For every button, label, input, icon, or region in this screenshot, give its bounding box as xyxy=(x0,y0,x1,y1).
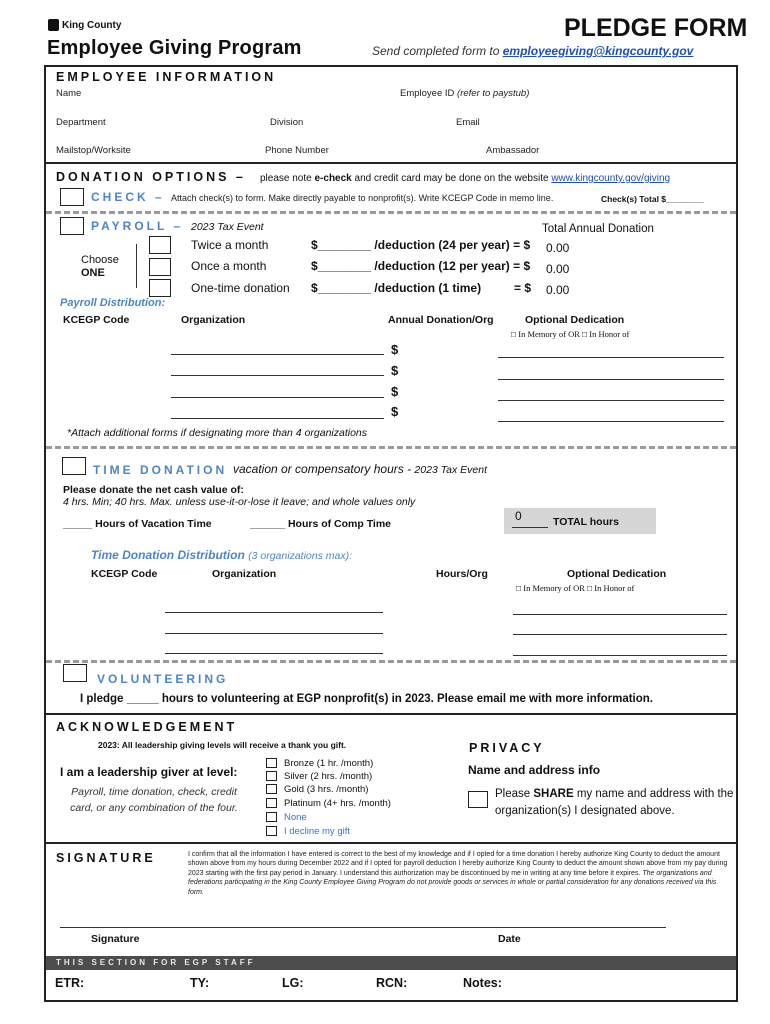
one-time-equals: = $ xyxy=(514,281,532,295)
level-label: Silver (2 hrs. /month) xyxy=(284,771,373,782)
level-decline-checkbox[interactable] xyxy=(266,826,277,836)
level-bronze-checkbox[interactable] xyxy=(266,758,277,768)
time-donation-event: 2023 Tax Event xyxy=(414,464,488,476)
employee-id-field[interactable] xyxy=(400,88,529,99)
level-silver-checkbox[interactable] xyxy=(266,771,277,781)
note-post: and credit card may be done on the website xyxy=(351,173,552,184)
total-annual-label: Total Annual Donation xyxy=(542,223,654,235)
privacy-text-post: my name and address with the organization(s) I designated above. xyxy=(495,788,734,817)
time-dedication-line-2[interactable] xyxy=(513,634,727,635)
time-donation-label: TIME DONATION xyxy=(93,463,228,477)
once-month-label: Once a month xyxy=(191,259,267,273)
program-title: Employee Giving Program xyxy=(47,37,302,59)
employee-info-heading: EMPLOYEE INFORMATION xyxy=(56,70,277,84)
dashed-divider xyxy=(46,660,736,663)
giving-website-link[interactable]: www.kingcounty.gov/giving xyxy=(551,173,671,184)
payroll-option-checkbox[interactable] xyxy=(60,217,84,235)
privacy-text xyxy=(495,786,735,819)
staff-ty: TY: xyxy=(190,976,210,990)
volunteering-pledge[interactable]: I pledge _____ hours to volunteering at EGP nonprofit(s) in 2023. Please email me with more information. xyxy=(80,693,654,705)
check-option-checkbox[interactable] xyxy=(60,188,84,206)
col-organization: Organization xyxy=(181,314,246,326)
time-distribution-title-text: Time Donation Distribution xyxy=(91,548,245,562)
twice-month-checkbox[interactable] xyxy=(149,236,171,254)
dedication-line-3[interactable] xyxy=(498,400,724,401)
one-time-label: One-time donation xyxy=(191,281,290,295)
divider xyxy=(46,713,736,715)
level-platinum-checkbox[interactable] xyxy=(266,798,277,808)
king-county-logo-icon xyxy=(48,19,59,31)
privacy-heading: PRIVACY xyxy=(469,741,545,755)
level-label: Gold (3 hrs. /month) xyxy=(284,784,369,795)
dollar-sign: $ xyxy=(391,404,399,419)
logo-text: King County xyxy=(62,20,122,31)
acknowledgement-sub: 2023: All leadership giving levels will receive a thank you gift. xyxy=(98,740,347,750)
org-line-3[interactable] xyxy=(171,397,384,398)
payroll-event: 2023 Tax Event xyxy=(191,221,264,233)
org-line-1[interactable] xyxy=(171,354,384,355)
privacy-text-pre: Please xyxy=(495,788,534,800)
org-line-4[interactable] xyxy=(171,418,384,419)
check-total-field[interactable]: Check(s) Total $________ xyxy=(601,194,704,204)
col-kcegp-code: KCEGP Code xyxy=(63,314,130,326)
org-line-2[interactable] xyxy=(171,375,384,376)
signature-label: Signature xyxy=(91,933,140,945)
staff-notes: Notes: xyxy=(463,976,502,990)
one-time-amount: 0.00 xyxy=(546,283,570,297)
time-donation-checkbox[interactable] xyxy=(62,457,86,475)
dedication-line-2[interactable] xyxy=(498,379,724,380)
choose-one-label: ONE xyxy=(81,267,105,279)
authorization-italic-text: The organizations and federations participating in the King County Employee Giving Program do not provide goods or services in whole or partial consideration for any donations received via this form. xyxy=(188,869,717,896)
staff-etr: ETR: xyxy=(55,976,85,990)
comp-hours-field[interactable]: ______ Hours of Comp Time xyxy=(250,518,392,530)
send-instructions xyxy=(372,44,693,58)
name-field[interactable]: Name xyxy=(56,88,82,99)
payroll-distribution-title: Payroll Distribution: xyxy=(60,297,166,309)
ambassador-field[interactable]: Ambassador xyxy=(486,145,540,156)
dedication-subtext: □ In Memory of OR □ In Honor of xyxy=(511,329,630,339)
dollar-sign: $ xyxy=(391,363,399,378)
choose-label: Choose xyxy=(81,254,119,266)
level-gold-checkbox[interactable] xyxy=(266,784,277,794)
dashed-divider xyxy=(46,446,736,449)
level-label-none: None xyxy=(284,812,307,823)
level-label-decline: I decline my gift xyxy=(284,826,350,837)
authorization-text: I confirm that all the information I have entered is correct to the best of my knowledge and if I opted for a time donation I hereby authorize King County to deduct the amount shown above from my hours during December 2022 and if I opted for payroll deduction I hereby authorize King County to deduct the amount shown above from my pay during 2023 starting with the first pay period in January. I understand this authorization may be discontinued by me in writing at any time before it expires. xyxy=(188,851,728,877)
time-limits-note: 4 hrs. Min; 40 hrs. Max. unless use-it-or-lose it leave; and whole values only xyxy=(63,496,416,508)
employee-id-label: Employee ID xyxy=(400,88,455,99)
donation-options-note xyxy=(260,173,670,184)
staff-section-bar: THIS SECTION FOR EGP STAFF xyxy=(46,956,736,970)
volunteering-checkbox[interactable] xyxy=(63,664,87,682)
twice-month-deduction[interactable]: $________ /deduction (24 per year) = $ xyxy=(311,238,531,252)
total-hours-underline xyxy=(512,527,548,528)
time-col-dedication: Optional Dedication xyxy=(567,568,667,580)
twice-month-label: Twice a month xyxy=(191,238,269,252)
time-distribution-note: (3 organizations max): xyxy=(248,550,353,562)
dedication-line-1[interactable] xyxy=(498,357,724,358)
choose-bracket xyxy=(136,244,137,288)
total-hours-label: TOTAL hours xyxy=(553,516,619,528)
email-field[interactable]: Email xyxy=(456,117,480,128)
staff-lg: LG: xyxy=(282,976,304,990)
payroll-label: PAYROLL – xyxy=(91,219,184,233)
note-bold: e-check xyxy=(314,173,352,184)
time-org-line-3[interactable] xyxy=(165,653,383,654)
time-dedication-line-3[interactable] xyxy=(513,655,727,656)
check-label: CHECK – xyxy=(91,190,165,204)
division-field[interactable]: Division xyxy=(270,117,304,128)
dollar-sign: $ xyxy=(391,342,399,357)
time-org-line-1[interactable] xyxy=(165,612,383,613)
level-label: Bronze (1 hr. /month) xyxy=(284,758,374,769)
once-month-deduction[interactable]: $________ /deduction (12 per year) = $ xyxy=(311,259,531,273)
time-col-org: Organization xyxy=(212,568,277,580)
time-donation-sub xyxy=(233,462,487,476)
divider xyxy=(46,162,736,164)
date-label: Date xyxy=(498,933,521,945)
staff-rcn: RCN: xyxy=(376,976,408,990)
col-annual-donation: Annual Donation/Org xyxy=(388,314,494,326)
one-time-deduction[interactable]: $________ /deduction (1 time) xyxy=(311,281,482,295)
phone-field[interactable]: Phone Number xyxy=(265,145,329,156)
signature-authorization-text xyxy=(188,850,728,897)
one-time-checkbox[interactable] xyxy=(149,279,171,297)
attach-note: *Attach additional forms if designating more than 4 organizations xyxy=(67,427,368,439)
signature-line[interactable] xyxy=(60,927,666,928)
time-dedication-line-1[interactable] xyxy=(513,614,727,615)
time-donation-sub-text: vacation or compensatory hours - xyxy=(233,462,415,476)
leadership-giver-label: I am a leadership giver at level: xyxy=(60,765,238,779)
col-optional-dedication: Optional Dedication xyxy=(525,314,625,326)
acknowledgement-heading: ACKNOWLEDGEMENT xyxy=(56,720,238,734)
department-field[interactable]: Department xyxy=(56,117,106,128)
dashed-divider xyxy=(46,211,736,214)
privacy-sub: Name and address info xyxy=(468,763,601,777)
time-distribution-title xyxy=(91,548,352,562)
twice-month-amount: 0.00 xyxy=(546,241,570,255)
page-title: PLEDGE FORM xyxy=(564,14,748,42)
volunteering-label: VOLUNTEERING xyxy=(97,672,229,686)
time-col-code: KCEGP Code xyxy=(91,568,158,580)
signature-heading: SIGNATURE xyxy=(56,851,156,865)
time-dedication-subtext: □ In Memory of OR □ In Honor of xyxy=(516,583,635,593)
employee-id-note: (refer to paystub) xyxy=(457,88,530,99)
note-pre: please note xyxy=(260,173,315,184)
send-prefix: Send completed form to xyxy=(372,44,503,58)
privacy-text-bold: SHARE xyxy=(533,788,574,800)
send-email-link[interactable]: employeegiving@kingcounty.gov xyxy=(502,44,694,58)
total-hours-value: 0 xyxy=(515,509,522,523)
check-instructions: Attach check(s) to form. Make directly payable to nonprofit(s). Write KCEGP Code in memo line. xyxy=(171,193,554,203)
dollar-sign: $ xyxy=(391,384,399,399)
time-org-line-2[interactable] xyxy=(165,633,383,634)
dedication-line-4[interactable] xyxy=(498,421,724,422)
leadership-description: Payroll, time donation, check, credit card, or any combination of the four. xyxy=(70,786,238,814)
please-donate-label: Please donate the net cash value of: xyxy=(63,484,244,496)
privacy-share-checkbox[interactable] xyxy=(468,791,488,808)
vacation-hours-field[interactable]: _____ Hours of Vacation Time xyxy=(63,518,212,530)
level-label: Platinum (4+ hrs. /month) xyxy=(284,798,391,809)
time-col-hours: Hours/Org xyxy=(436,568,488,580)
donation-options-heading: DONATION OPTIONS – xyxy=(56,170,246,184)
mailstop-field[interactable]: Mailstop/Worksite xyxy=(56,145,131,156)
once-month-amount: 0.00 xyxy=(546,262,570,276)
divider xyxy=(46,842,736,844)
level-none-checkbox[interactable] xyxy=(266,812,277,822)
once-month-checkbox[interactable] xyxy=(149,258,171,276)
